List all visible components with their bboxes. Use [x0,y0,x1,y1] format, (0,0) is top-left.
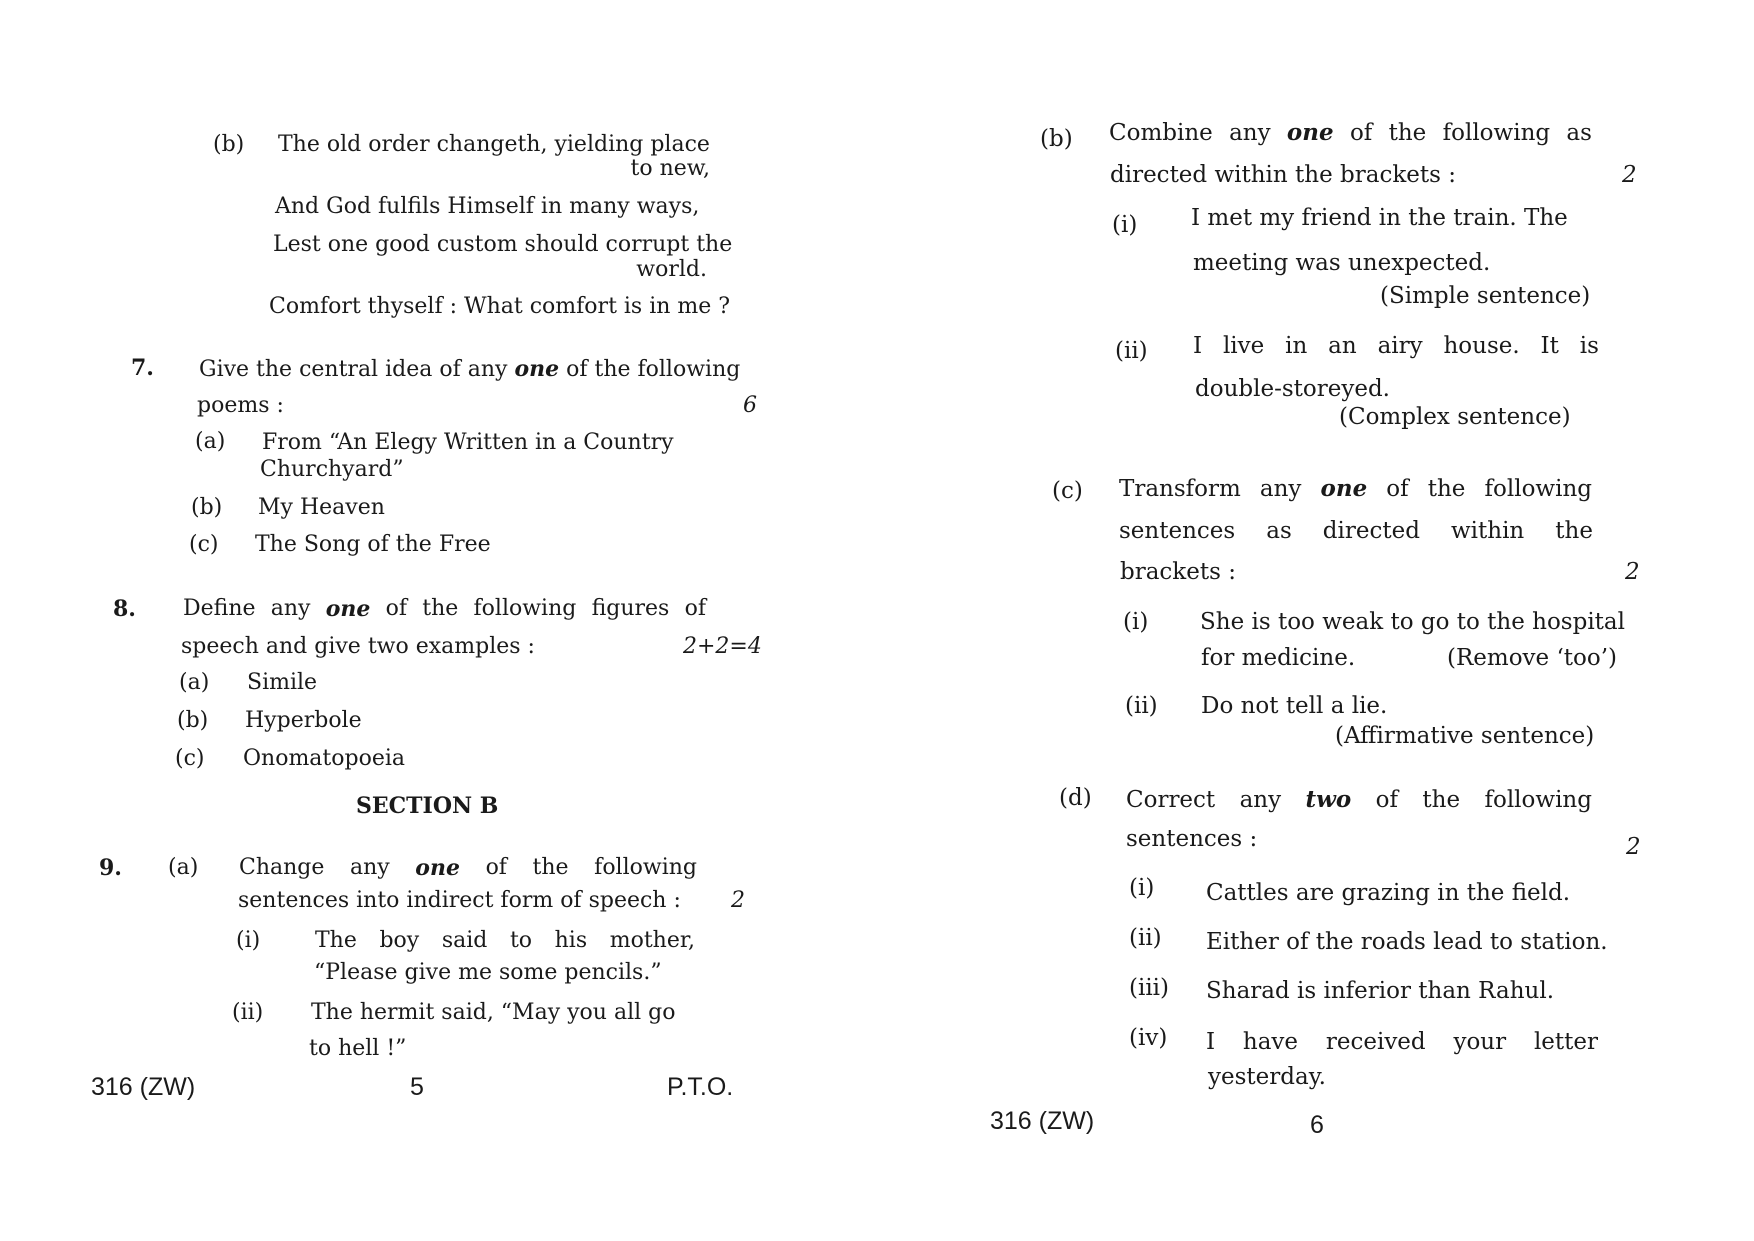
poem-line-4: Comfort thyself : What comfort is in me ? [269,294,731,319]
q7-option-label: (c) [189,532,219,557]
q8-marks: 2+2=4 [683,634,762,659]
q7-option-text-cont: Churchyard” [260,457,404,482]
q8-option-text: Onomatopoeia [243,746,406,771]
footer-code: 316 (ZW) [91,1073,196,1101]
poem-line-1-cont: to new, [630,156,710,181]
footer-page-number: 5 [410,1073,424,1101]
c-marks: 2 [1625,559,1640,585]
q9-part-label: (a) [168,855,199,880]
b-item-text-cont: meeting was unexpected. [1193,250,1491,276]
d-item-label: (ii) [1129,925,1162,951]
b-item-label: (i) [1112,212,1138,238]
d-label: (d) [1059,785,1092,811]
d-item-label: (iv) [1129,1025,1168,1051]
q7-option-text: My Heaven [258,495,385,520]
d-item-label: (i) [1129,875,1155,901]
q9-item-text-cont: “Please give me some pencils.” [314,960,662,985]
b-item-note: (Complex sentence) [1339,404,1571,430]
c-label: (c) [1052,478,1083,504]
q7-number: 7. [131,355,154,381]
q6b-label: (b) [213,132,245,157]
d-item-text: Either of the roads lead to station. [1206,929,1608,955]
q8-option-text: Hyperbole [245,708,362,733]
q8-option-text: Simile [247,670,318,695]
q9-item-text-cont: to hell !” [309,1036,407,1061]
d-item-text: I have received your letter [1206,1029,1598,1055]
b-marks: 2 [1622,162,1637,188]
footer-page-number: 6 [1310,1111,1324,1139]
q9-item-label: (i) [236,928,261,953]
footer-code: 316 (ZW) [990,1107,1095,1135]
b-item-text-cont: double-storeyed. [1195,376,1390,402]
d-question: Correct any two of the following [1126,786,1592,813]
footer-pto: P.T.O. [667,1073,734,1101]
q9-question-cont: sentences into indirect form of speech : [238,888,681,913]
q8-option-label: (c) [175,746,205,771]
d-question-cont: sentences : [1126,826,1258,852]
c-item-note: (Remove ‘too’) [1447,645,1618,671]
poem-line-3: Lest one good custom should corrupt the [273,232,733,257]
q8-option-label: (a) [179,670,210,695]
q9-marks: 2 [731,888,745,913]
b-label: (b) [1040,126,1073,152]
q7-marks: 6 [743,393,757,418]
q8-question: Define any one of the following figures of [183,596,706,622]
poem-line-1: The old order changeth, yielding place [278,132,710,157]
c-item-label: (ii) [1125,693,1158,719]
b-item-label: (ii) [1115,338,1148,364]
c-item-text: She is too weak to go to the hospital [1200,609,1625,635]
q7-question: Give the central idea of any one of the following [199,356,741,382]
q9-item-text: The hermit said, “May you all go [311,1000,676,1025]
c-question-cont: brackets : [1120,559,1236,585]
q9-question: Change any one of the following [239,855,697,881]
c-item-text-cont: for medicine. [1201,645,1356,671]
d-item-label: (iii) [1129,975,1170,1001]
poem-line-3-cont: world. [636,257,707,282]
c-question: Transform any one of the following [1119,475,1592,502]
c-item-label: (i) [1123,609,1149,635]
b-item-note: (Simple sentence) [1380,283,1591,309]
d-marks: 2 [1626,834,1641,860]
section-title: SECTION B [356,793,499,819]
c-item-note: (Affirmative sentence) [1335,723,1595,749]
b-item-text: I live in an airy house. It is [1193,333,1599,359]
q7-option-text: From “An Elegy Written in a Country [262,430,674,455]
poem-line-2: And God fulfils Himself in many ways, [275,194,700,219]
d-item-text: Cattles are grazing in the field. [1206,880,1571,906]
d-item-text-cont: yesterday. [1208,1064,1326,1090]
c-question-cont: sentences as directed within the [1119,518,1593,544]
b-question-cont: directed within the brackets : [1110,162,1456,188]
q7-question-cont: poems : [197,393,284,418]
q9-item-label: (ii) [232,1000,264,1025]
q7-option-label: (a) [195,429,226,454]
q7-option-label: (b) [191,495,223,520]
b-item-text: I met my friend in the train. The [1191,205,1568,231]
d-item-text: Sharad is inferior than Rahul. [1206,978,1555,1004]
q9-number: 9. [99,855,122,881]
q8-option-label: (b) [177,708,209,733]
c-item-text: Do not tell a lie. [1201,693,1388,719]
q7-option-text: The Song of the Free [255,532,491,557]
b-question: Combine any one of the following as [1109,119,1592,146]
q8-number: 8. [113,596,136,622]
q9-item-text: The boy said to his mother, [315,928,695,953]
q8-question-cont: speech and give two examples : [181,634,535,659]
